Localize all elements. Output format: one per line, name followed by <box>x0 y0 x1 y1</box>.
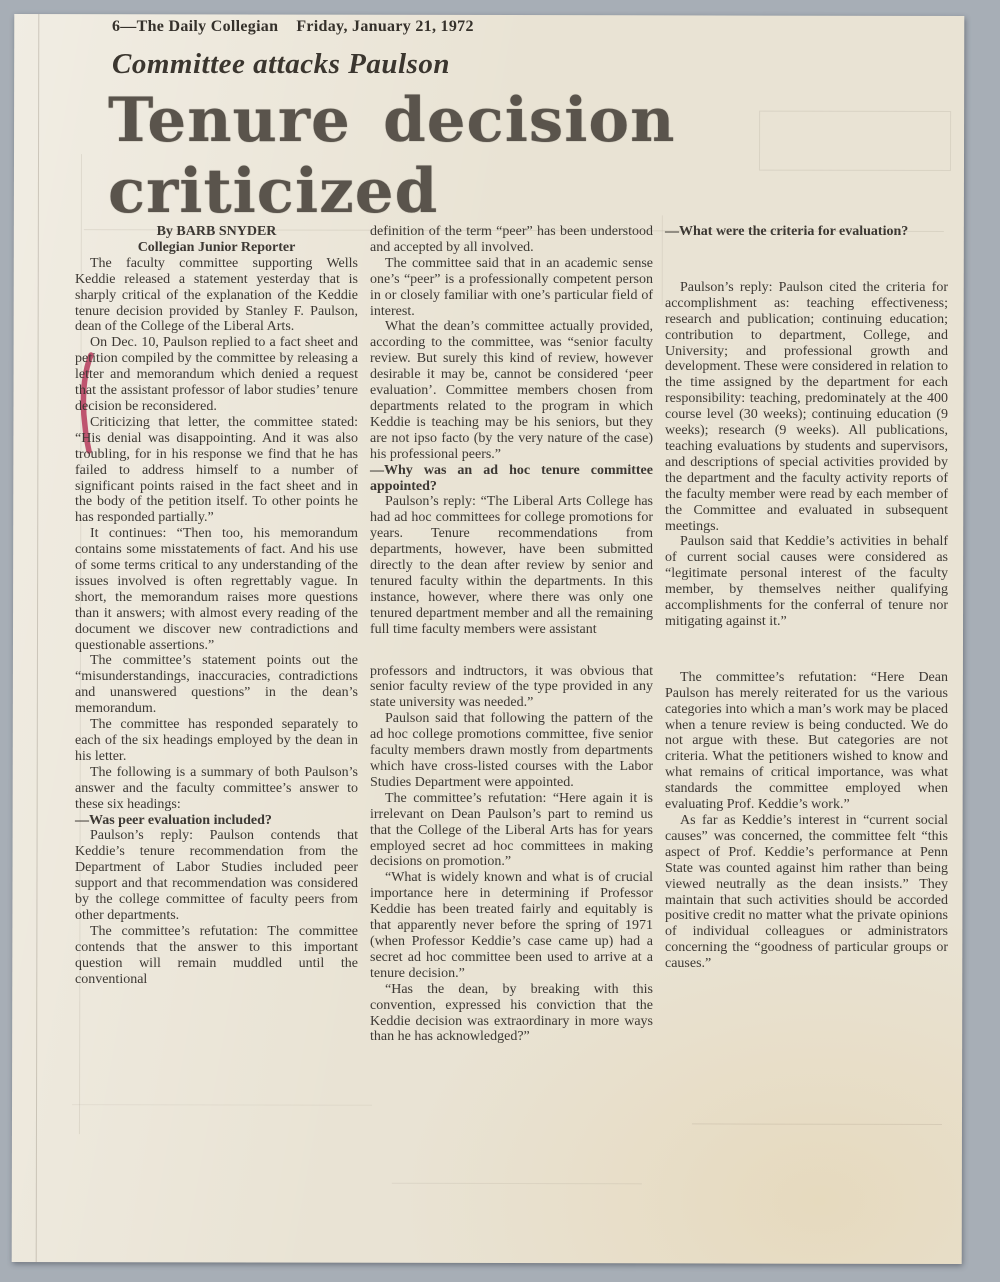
smudge-line-bottom-center <box>392 1183 642 1185</box>
article-paragraph: professors and indtructors, it was obvious that senior faculty review of the type provided in any state university was needed.” <box>370 663 653 711</box>
smudge-line-bottom-right <box>692 1123 942 1125</box>
article-paragraph: The following is a summary of both Paulson’s answer and the faculty committee’s answer to these six headings: <box>75 764 358 812</box>
article-paragraph: The committee’s refutation: “Here Dean Paulson has merely reiterated for us the various categories into which a man’s work may be placed when a tenure review is being conducted. We do not argue with these. But categories are not criteria. What the petitioners wished to know and what remains of critical importance, was what standards the committee employed when evaluating Prof. Keddie’s work.” <box>665 669 949 813</box>
heading-question: —Was peer evaluation included? <box>75 812 272 828</box>
heading-question: —Why was an ad hoc tenure committee appointed? <box>370 462 653 494</box>
article-paragraph: “What is widely known and what is of crucial importance here in determining if Professor Keddie has been treated fairly and equitably is that apparently never before the spring of 1971 (when Professor Keddie’s case came up) had a secret ad hoc committee been used to arrive at a tenure decision.” <box>370 870 653 981</box>
article-paragraph: The committee’s refutation: “Here again it is irrelevant on Dean Paulson’s part to remind us that the College of the Liberal Arts has for years employed secret ad hoc committees in making decisions on promotion.” <box>370 790 653 870</box>
heading-question: —What were the criteria for evaluation? <box>665 224 909 239</box>
article-paragraph: It continues: “Then too, his memorandum contains some misstatements of fact. And his use of some terms critical to any understanding of the issues involved is often regrettably vague. In short, the memorandum raises more questions than it answers; with almost every reading of the document we discover new contradictions and questionable assertions.” <box>75 526 358 653</box>
article-paragraph: Paulson said that following the pattern of the ad hoc college promotions committee, five senior faculty members drawn mostly from departments which have cross-listed courses with the Labor Studies Department were appointed. <box>370 711 653 790</box>
article-paragraph: On Dec. 10, Paulson replied to a fact sheet and petition compiled by the committee by releasing a letter and memorandum which denied a request that the assistant professor of labor studies’ tenure decision be reconsidered. <box>75 335 358 414</box>
article-paragraph: The committee said that in an academic sense one’s “peer” is a professionally competent person in or closely familiar with one’s particular field of interest. <box>370 255 653 319</box>
byline: By BARB SNYDER <box>156 224 277 239</box>
article-paragraph: The faculty committee supporting Wells Keddie released a statement yesterday that is sharply critical of the explanation of the Keddie tenure decision provided by Stanley F. Paulson, dean of the College of the Liberal Arts. <box>75 255 358 335</box>
article-column-2 <box>370 224 653 1045</box>
article-paragraph: The committee’s refutation: The committee contends that the answer to this important question will remain muddled until the conventional <box>75 923 358 987</box>
masthead <box>112 18 812 36</box>
fold-crease-column <box>662 215 663 305</box>
article-paragraph: The committee’s statement points out the “misunderstandings, inaccuracies, contradictions and unanswered questions” in the dean’s memorandum. <box>75 653 358 717</box>
smudge-line-bottom-left <box>72 1104 372 1106</box>
article-paragraph: Paulson said that Keddie’s activities in behalf of current social causes were considered as “legitimate personal interest of the faculty member, by themselves neither qualifying accomplishments for the conferral of tenure nor mitigating against it.” <box>665 534 948 629</box>
byline-title: Collegian Junior Reporter <box>137 239 296 255</box>
article-column-3 <box>665 224 948 972</box>
issue-date: Friday, January 21, 1972 <box>296 18 474 35</box>
article-paragraph: The committee has responded separately to each of the six headings employed by the dean in his letter. <box>75 717 358 764</box>
article-paragraph: “Has the dean, by breaking with this convention, expressed his conviction that the Keddie decision was extraordinary in more ways than he has acknowledged?” <box>370 981 653 1045</box>
article-paragraph: Criticizing that letter, the committee stated: “His denial was disappointing. And it was also troubling, for in his response we find that he has failed to address himself to a number of significant points raised in the fact sheet and in the body of the petition itself. To other points he has responded partially.” <box>75 414 358 526</box>
fold-crease-left <box>36 14 40 1262</box>
article-paragraph: What the dean’s committee actually provided, according to the committee, was “senior faculty review. But surely this kind of review, however desirable it may be, cannot be considered ‘peer evaluation’. Committee members chosen from departments related to the program in which Keddie is teaching may be his seniors, but they are not ipso facto (by the very nature of the case) his professional peers.” <box>370 319 653 462</box>
article-paragraph: Paulson’s reply: Paulson cited the criteria for accomplishment as: teaching effectiveness; research and publication; continuing education; contribution to department, College, and University; and professional growth and development. These were considered in relation to the time assigned by the department for each responsibility: teaching, predominately at the 400 course level (30 weeks); continuing education (9 weeks); research (9 weeks). All publications, teaching evaluations by students and supervisors, and descriptions of special activities provided by the department and the faculty activity reports of the faculty member were read by each member of the Committee and evaluated in subsequent meetings. <box>665 279 948 534</box>
article-paragraph: Paulson’s reply: “The Liberal Arts College has had ad hoc committees for college promotions for years. Tenure recommendations from departments, however, have been submitted directly to the dean after review by senior and tenured faculty within the departments. In this instance, however, where there was only one tenured department member and all the remaining full time faculty members were assistant <box>370 494 653 637</box>
article-paragraph: Paulson’s reply: Paulson contends that Keddie’s tenure recommendation from the Department of Labor Studies included peer support and that recommendation was considered by the college committee of faculty peers from other departments. <box>75 828 358 923</box>
main-headline: Tenure decision criticized <box>108 85 676 227</box>
article-paragraph: As far as Keddie’s interest in “current social causes” was concerned, the committee felt “this aspect of Prof. Keddie’s performance at Penn State was counted against him rather than being viewed neutrally as the dean insists.” They maintain that such activities should be accorded positive credit no matter what the private opinions of individual colleagues or administrators concerning the “goodness of particular groups or causes.” <box>665 813 948 972</box>
page-number-and-paper-name: 6—The Daily Collegian <box>112 18 279 35</box>
article-column-1 <box>75 224 358 988</box>
article-paragraph: definition of the term “peer” has been understood and accepted by all involved. <box>370 224 653 255</box>
kicker-headline: Committee attacks Paulson <box>112 48 450 80</box>
